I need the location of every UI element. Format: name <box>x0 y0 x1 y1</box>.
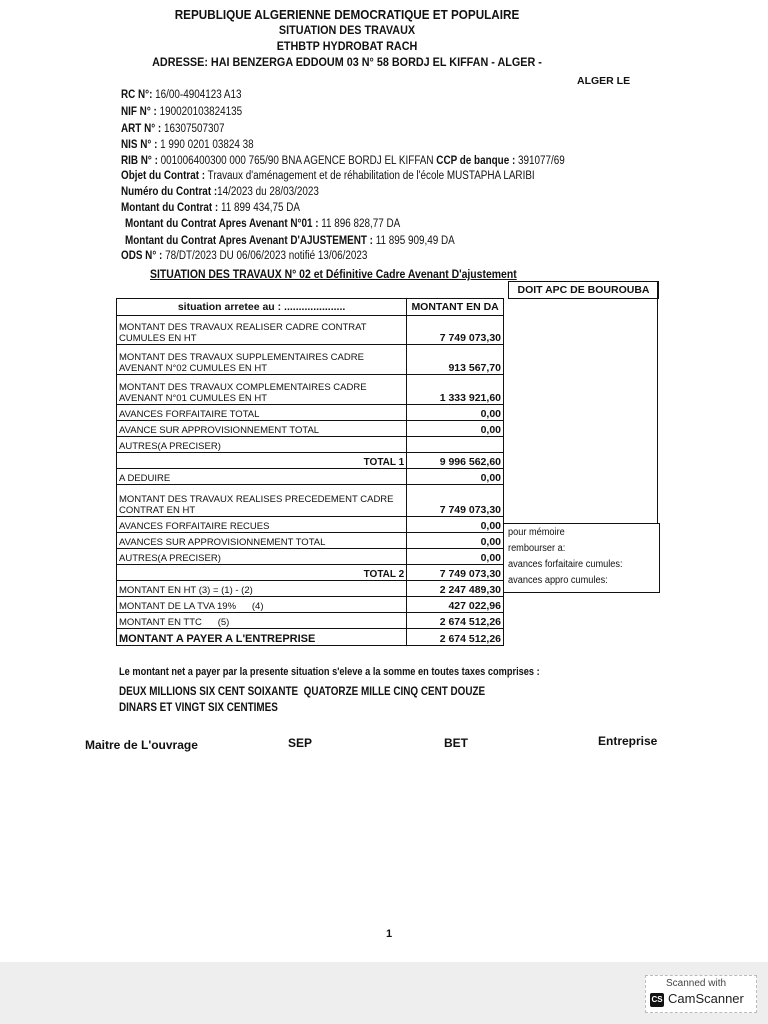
table-row <box>117 533 504 549</box>
header-situation: SITUATION DES TRAVAUX <box>278 23 416 37</box>
row-value: 7 749 073,30 <box>407 485 504 517</box>
signature-entreprise: Entreprise <box>598 734 658 748</box>
signature-maitre: Maitre de L'ouvrage <box>85 738 198 752</box>
alger-le: ALGER LE <box>577 75 631 87</box>
row-label: AVANCE SUR APPROVISIONNEMENT TOTAL <box>117 421 407 437</box>
row-label: MONTANT DES TRAVAUX SUPPLEMENTAIRES CADRE AVENANT N°02 CUMULES EN HT <box>117 345 407 375</box>
note-appro: avances appro cumules: <box>508 575 608 586</box>
net-sentence: Le montant net a payer par la presente situation s'eleve a la somme en toutes taxes comprises : <box>119 666 540 678</box>
page-number: 1 <box>386 928 393 940</box>
row-label: MONTANT DES TRAVAUX REALISES PRECEDEMENT CADRE CONTRAT EN HT <box>117 485 407 517</box>
objet-line: Objet du Contrat : Travaux d'aménagement et de réhabilitation de l'école MUSTAPHA LARIBI <box>121 170 535 182</box>
right-rule <box>657 281 658 523</box>
row-value: 0,00 <box>407 469 504 485</box>
total1-row <box>117 453 504 469</box>
table-row <box>117 421 504 437</box>
rib-line: RIB N° : 001006400300 000 765/90 BNA AGENCE BORDJ EL KIFFAN CCP de banque : 391077/69 <box>121 155 565 167</box>
rc-line: RC N°: 16/00-4904123 A13 <box>121 89 242 101</box>
header-address: ADRESSE: HAI BENZERGA EDDOUM 03 N° 58 BORDJ EL KIFFAN - ALGER - <box>152 55 542 69</box>
row-value <box>407 437 504 453</box>
col-situation-header: situation arretee au : ..................... <box>117 299 407 316</box>
table-row <box>117 405 504 421</box>
row-label: AUTRES(A PRECISER) <box>117 549 407 565</box>
row-value: 913 567,70 <box>407 345 504 375</box>
row-value: 427 022,96 <box>407 597 504 613</box>
row-label: MONTANT EN HT (3) = (1) - (2) <box>117 581 407 597</box>
signature-sep: SEP <box>288 736 313 750</box>
row-value: 0,00 <box>407 421 504 437</box>
row-value: 0,00 <box>407 405 504 421</box>
row-label: MONTANT DE LA TVA 19% (4) <box>117 597 407 613</box>
col-montant-header: MONTANT EN DA <box>407 299 504 316</box>
table-row <box>117 345 504 375</box>
table-row <box>117 597 504 613</box>
row-label: MONTANT DES TRAVAUX COMPLEMENTAIRES CADRE AVENANT N°01 CUMULES EN HT <box>117 375 407 405</box>
total2-value: 7 749 073,30 <box>407 565 504 581</box>
header-company: ETHBTP HYDROBAT RACH <box>276 39 418 53</box>
row-label: A DEDUIRE <box>117 469 407 485</box>
row-value: 0,00 <box>407 517 504 533</box>
art-line: ART N° : 16307507307 <box>121 123 225 135</box>
row-value: 1 333 921,60 <box>407 375 504 405</box>
note-memoire: pour mémoire <box>508 527 565 538</box>
total1-value: 9 996 562,60 <box>407 453 504 469</box>
situation-table <box>116 298 504 646</box>
numero-line: Numéro du Contrat :14/2023 du 28/03/2023 <box>121 186 319 198</box>
row-label: MONTANT DES TRAVAUX REALISER CADRE CONTRAT CUMULES EN HT <box>117 316 407 345</box>
table-row <box>117 437 504 453</box>
note-forfaitaire: avances forfaitaire cumules: <box>508 559 623 570</box>
table-row <box>117 549 504 565</box>
row-label: AUTRES(A PRECISER) <box>117 437 407 453</box>
row-value: 0,00 <box>407 533 504 549</box>
total2-row <box>117 565 504 581</box>
note-rembourser: rembourser a: <box>508 543 566 554</box>
row-value: 0,00 <box>407 549 504 565</box>
row-label: AVANCES SUR APPROVISIONNEMENT TOTAL <box>117 533 407 549</box>
row-value: 2 247 489,30 <box>407 581 504 597</box>
montant-contrat-line: Montant du Contrat : 11 899 434,75 DA <box>121 202 301 214</box>
scanned-with-text: Scanned with <box>666 978 727 989</box>
nif-line: NIF N° : 190020103824135 <box>121 106 243 118</box>
table-row <box>117 316 504 345</box>
total2-label: TOTAL 2 <box>117 565 407 581</box>
row-value: 7 749 073,30 <box>407 316 504 345</box>
table-row <box>117 469 504 485</box>
table-row <box>117 581 504 597</box>
ajustement-line: Montant du Contrat Apres Avenant D'AJUSTEMENT : 11 895 909,49 DA <box>125 235 455 247</box>
camscanner-watermark <box>645 975 757 1013</box>
total-payer-label: MONTANT A PAYER A L'ENTREPRISE <box>117 629 407 646</box>
camscanner-brand: CamScanner <box>668 991 744 1006</box>
row-label: AVANCES FORFAITAIRE TOTAL <box>117 405 407 421</box>
amount-in-words-2: DINARS ET VINGT SIX CENTIMES <box>119 702 278 714</box>
total-payer-value: 2 674 512,26 <box>407 629 504 646</box>
table-row <box>117 613 504 629</box>
situation-title: SITUATION DES TRAVAUX N° 02 et Définitive Cadre Avenant D'ajustement <box>150 267 517 281</box>
header-republique: REPUBLIQUE ALGERIENNE DEMOCRATIQUE ET POPULAIRE <box>174 7 520 22</box>
total-payer-row <box>117 629 504 646</box>
table-row <box>117 485 504 517</box>
table-row <box>117 375 504 405</box>
row-label: AVANCES FORFAITAIRE RECUES <box>117 517 407 533</box>
doit-box: DOIT APC DE BOUROUBA <box>508 281 659 299</box>
camscanner-logo-icon: CS <box>650 993 664 1007</box>
row-value: 2 674 512,26 <box>407 613 504 629</box>
total1-label: TOTAL 1 <box>117 453 407 469</box>
signature-bet: BET <box>444 736 468 750</box>
table-header-row <box>117 299 504 316</box>
ods-line: ODS N° : 78/DT/2023 DU 06/06/2023 notifié 13/06/2023 <box>121 250 368 262</box>
amount-in-words-1: DEUX MILLIONS SIX CENT SOIXANTE QUATORZE MILLE CINQ CENT DOUZE <box>119 686 486 698</box>
table-row <box>117 517 504 533</box>
avenant1-line: Montant du Contrat Apres Avenant N°01 : 11 896 828,77 DA <box>125 218 401 230</box>
row-label: MONTANT EN TTC (5) <box>117 613 407 629</box>
nis-line: NIS N° : 1 990 0201 03824 38 <box>121 139 254 151</box>
